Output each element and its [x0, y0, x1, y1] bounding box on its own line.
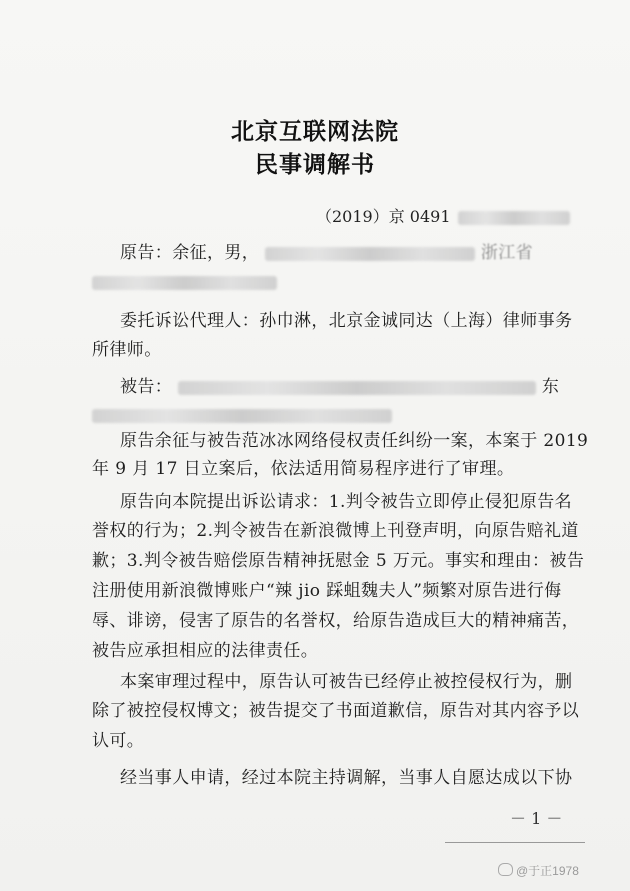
- claims-line-2: 誉权的行为；2.判令被告在新浪微博上刊登声明，向原告赔礼道: [92, 521, 579, 541]
- trial-line-2: 除了被控侵权博文；被告提交了书面道歉信，原告对其内容予以: [92, 701, 580, 721]
- claims-line-6: 被告应承担相应的法律责任。: [92, 641, 319, 661]
- redacted-defendant-address: [92, 409, 392, 423]
- footer-divider: [445, 842, 585, 843]
- intro-line-2: 年 9 月 17 日立案后，依法适用简易程序进行了审理。: [92, 459, 515, 479]
- trial-line-3: 认可。: [92, 731, 145, 751]
- agent-line-2: 所律师。: [92, 340, 162, 360]
- weibo-icon: [498, 863, 513, 876]
- court-name: 北京互联网法院: [231, 118, 399, 145]
- intro-line-1: 原告余征与被告范冰冰网络侵权责任纠纷一案，本案于 2019: [120, 431, 589, 451]
- mediation-line-1: 经当事人申请，经过本院主持调解，当事人自愿达成以下协: [120, 768, 573, 788]
- plaintiff-text: 原告：余征，男，: [120, 243, 260, 263]
- redacted-plaintiff-address: [92, 276, 277, 290]
- defendant-line-1: [120, 379, 559, 396]
- page-number: － 1 －: [510, 809, 563, 828]
- document-title: 民事调解书: [255, 151, 375, 178]
- claims-line-4: 注册使用新浪微博账户“辣 jio 踩蛆魏夫人”频繁对原告进行侮: [92, 581, 562, 601]
- agent-line-1: 委托诉讼代理人：孙巾淋，北京金诚同达（上海）律师事务: [120, 311, 573, 331]
- defendant-line-2: [92, 407, 392, 424]
- plaintiff-line-1: [120, 245, 533, 262]
- watermark-text: @于正1978: [516, 864, 579, 878]
- claims-line-3: 歉；3.判令被告赔偿原告精神抚慰金 5 万元。事实和理由：被告: [92, 551, 585, 571]
- claims-line-1: 原告向本院提出诉讼请求：1.判令被告立即停止侵犯原告名: [120, 492, 573, 512]
- redacted-defendant-info: [178, 381, 536, 395]
- redacted-case-suffix: [458, 211, 570, 225]
- case-number-text: （2019）京 0491: [316, 207, 451, 226]
- plaintiff-tail-text: 浙江省: [480, 243, 534, 263]
- trial-line-1: 本案审理过程中，原告认可被告已经停止被控侵权行为，删: [120, 672, 573, 692]
- plaintiff-line-2: [92, 274, 277, 291]
- weibo-watermark: [498, 862, 579, 879]
- claims-line-5: 辱、诽谤，侵害了原告的名誉权，给原告造成巨大的精神痛苦，: [92, 611, 580, 631]
- defendant-tail-text: 东: [541, 377, 560, 397]
- defendant-label: 被告：: [120, 377, 173, 397]
- redacted-plaintiff-info: [265, 247, 475, 261]
- case-number: [316, 204, 570, 227]
